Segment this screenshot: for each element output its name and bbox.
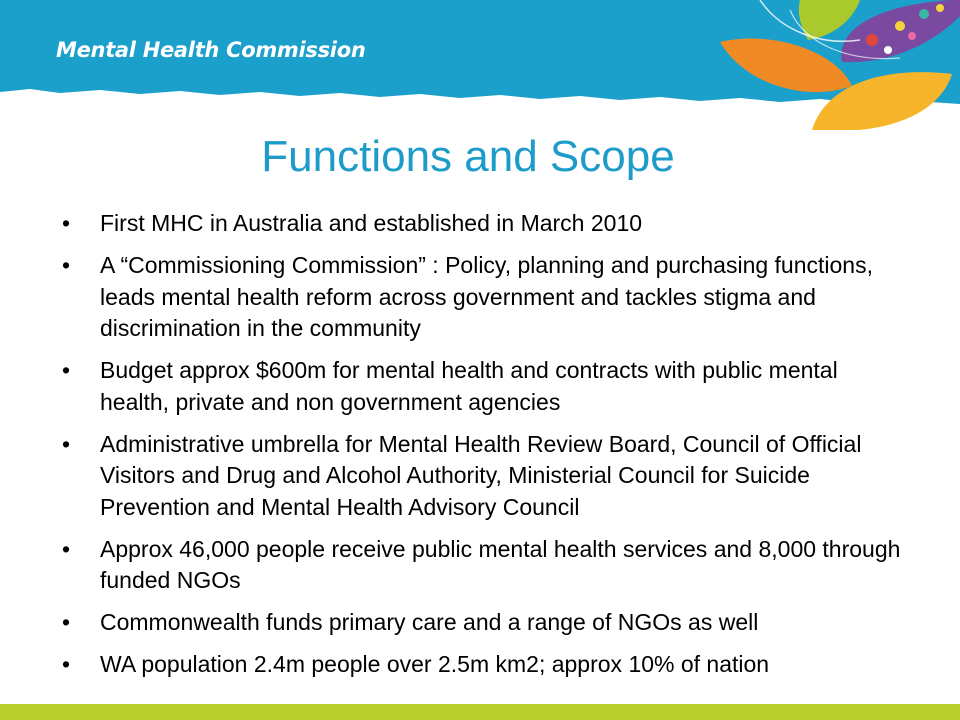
bullet-dot: • [62,430,71,457]
pattern-dot [895,21,905,31]
bullet-text: Approx 46,000 people receive public mental health services and 8,000 through funded NGOs [100,535,901,593]
bullet-list [62,208,912,691]
bullet-item [62,649,912,681]
bullet-text: Commonwealth funds primary care and a range of NGOs as well [100,609,759,635]
pattern-dot [866,34,878,46]
bullet-dot: • [62,535,71,562]
bullet-item [62,534,912,597]
bullet-dot: • [62,357,71,383]
slide-title: Functions and Scope [261,132,675,181]
bullet-text: Administrative umbrella for Mental Health Review Board, Council of Official Visitors and Drug and Alcohol Authority, Ministerial Council for Suicide Prevention and Mental Health Advisory Council [100,430,862,520]
bullet-item [62,250,912,345]
bullet-item [62,429,912,524]
bullet-text: Budget approx $600m for mental health and contracts with public mental health, private and non government agencies [100,357,838,415]
bullet-text: First MHC in Australia and established in March 2010 [100,210,643,236]
bullet-item [62,208,912,240]
bullet-dot: • [62,252,71,278]
footer-band [0,704,960,720]
bullet-dot: • [62,210,71,236]
bullet-dot: • [62,651,71,677]
bullet-item [62,607,912,639]
pattern-dot [919,9,929,19]
header-banner [0,0,960,130]
pattern-dot [936,4,944,12]
logo: Mental Health Commission [56,38,366,62]
pattern-dot [884,46,892,54]
bullet-text: WA population 2.4m people over 2.5m km2; approx 10% of nation [100,651,770,677]
bullet-dot: • [62,609,71,635]
pattern-dot [908,32,916,40]
bullet-item [62,355,912,418]
bullet-text: A “Commissioning Commission” : Policy, planning and purchasing functions, leads mental health reform across government and tackles stigma and discrimination in the community [100,252,873,341]
